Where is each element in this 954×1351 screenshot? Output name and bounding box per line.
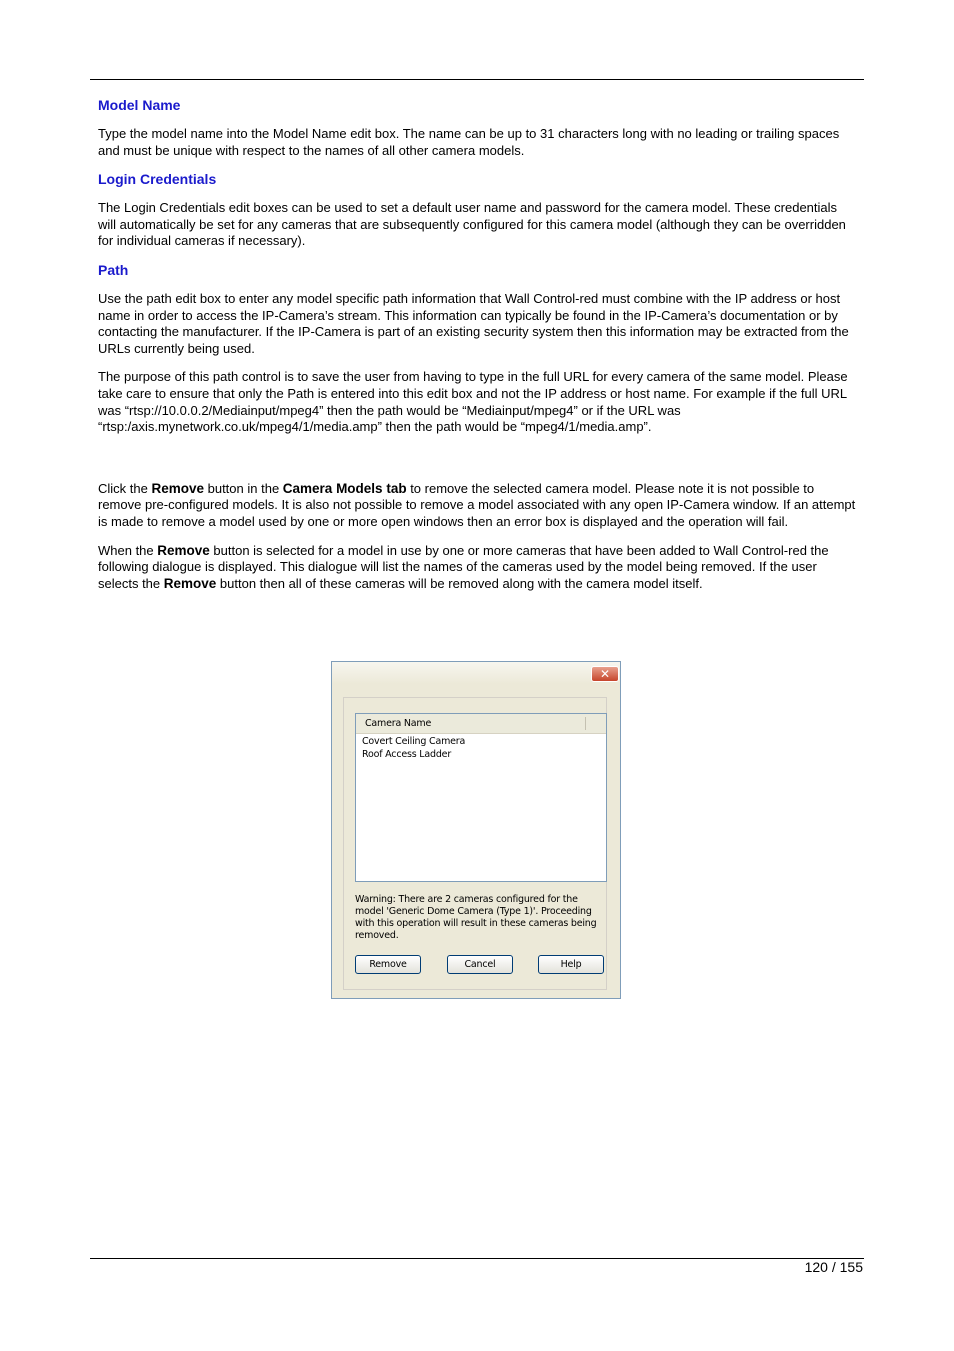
camera-list[interactable]	[355, 713, 607, 882]
footer-rule	[90, 1258, 864, 1259]
remove-term: Remove	[151, 480, 204, 496]
section-heading-login-credentials: Login Credentials	[98, 171, 217, 188]
login-credentials-paragraph: The Login Credentials edit boxes can be used to set a default user name and password for the camera model. These credentials will automatically be set for any cameras that are subsequently configured for this camera model (although they can be overridden for individual cameras if necessary).	[98, 200, 846, 249]
cancel-button[interactable]: Cancel	[447, 955, 513, 974]
model-name-paragraph: Type the model name into the Model Name edit box. The name can be up to 31 characters long with no leading or trailing spaces and must be unique with respect to the names of all other camera models.	[98, 126, 840, 158]
page-number: 120 / 155	[804, 1259, 863, 1275]
dialog-panel	[343, 697, 607, 990]
remove-camera-dialog	[331, 661, 621, 999]
close-icon[interactable]: ✕	[591, 666, 619, 682]
camera-models-tab-term: Camera Models tab	[282, 480, 407, 496]
remove-paragraph-1: Click the Remove button in the Camera Models tab to remove the selected camera model. Please note it is not possible to remove pre-configured models. It is also not possible to remove a model associated with any open IP-Camera window. If an attempt is made to remove a model used by one or more open windows then an error box is displayed and the operation will fail.	[98, 480, 856, 529]
list-item[interactable]: Covert Ceiling Camera	[362, 736, 466, 747]
header-rule	[90, 79, 864, 80]
column-separator[interactable]	[585, 717, 586, 730]
section-heading-path: Path	[98, 261, 129, 278]
column-header-camera-name[interactable]: Camera Name	[356, 714, 606, 734]
document-body	[98, 96, 858, 592]
list-item[interactable]: Roof Access Ladder	[362, 749, 452, 760]
path-paragraph-2: The purpose of this path control is to save the user from having to type in the full URL for every camera of the same model. Please take care to ensure that only the Path is entered into this edit box and not the IP address or host name. For example if the full URL was “rtsp://10.0.0.2/Mediainput/mpeg4” then the path would be “Mediainput/mpeg4” or if the URL was “rtsp:/axis.mynetwork.co.uk/mpeg4/1/media.amp” then the path would be “mpeg4/1/media.amp”.	[98, 369, 848, 435]
remove-term: Remove	[157, 542, 210, 558]
path-paragraph-1: Use the path edit box to enter any model specific path information that Wall Control-red must combine with the IP address or host name in order to access the IP-Camera’s stream. This information can typically be found in the IP-Camera’s documentation or by contacting the manufacturer. If the IP-Camera is part of an existing security system then this information may be extracted from the URLs currently being used.	[98, 290, 849, 356]
dialog-titlebar	[332, 662, 620, 684]
remove-term: Remove	[163, 575, 217, 591]
remove-paragraph-2: When the Remove button is selected for a model in use by one or more cameras that have been added to Wall Control-red the following dialogue is displayed. This dialogue will list the names of the cameras used by the model being removed. If the user selects the Remove button then all of these cameras will be removed along with the camera model itself.	[98, 542, 829, 591]
help-button[interactable]: Help	[538, 955, 604, 974]
section-heading-model-name: Model Name	[98, 97, 181, 113]
remove-button[interactable]: Remove	[355, 955, 421, 974]
warning-text: Warning: There are 2 cameras configured for the model 'Generic Dome Camera (Type 1)'. Proceeding with this operation will result in these cameras being removed.	[355, 894, 597, 941]
